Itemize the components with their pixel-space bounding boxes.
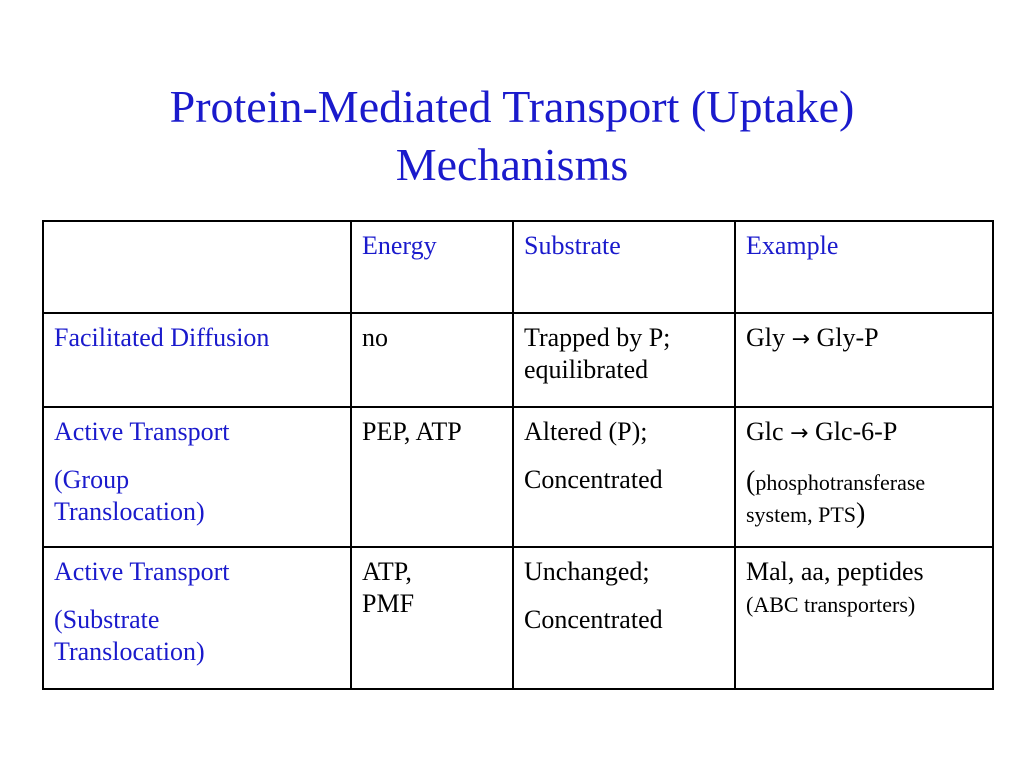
substrate-line-2: Concentrated	[524, 465, 663, 494]
header-cell-energy: Energy	[351, 221, 513, 313]
example-note: (phosphotransferase system, PTS)	[746, 466, 926, 529]
example-reactant: Gly	[746, 323, 785, 352]
example-cell	[735, 407, 993, 547]
substrate-cell	[513, 313, 735, 407]
energy-cell	[351, 313, 513, 407]
example-cell	[735, 313, 993, 407]
energy-cell	[351, 407, 513, 547]
header-cell-substrate: Substrate	[513, 221, 735, 313]
mechanism-cell	[43, 407, 351, 547]
example-note: (ABC transporters)	[746, 592, 916, 617]
table-row-group-translocation	[43, 407, 993, 547]
energy-line-2: PMF	[362, 589, 415, 618]
example-product: Glc-6-P	[814, 417, 898, 446]
table-row-substrate-translocation	[43, 547, 993, 689]
mechanism-cell	[43, 547, 351, 689]
header-cell-empty	[43, 221, 351, 313]
mechanism-label: Active Transport	[54, 417, 230, 446]
mechanism-sublabel: (Group Translocation)	[54, 465, 205, 526]
substrate-cell	[513, 407, 735, 547]
energy-line-1: ATP,	[362, 557, 412, 586]
transport-mechanisms-table	[42, 220, 994, 690]
substrate-line-2: equilibrated	[524, 355, 649, 384]
slide-title	[0, 78, 1024, 194]
slide-title-line-2: Mechanisms	[395, 139, 629, 190]
example-cell	[735, 547, 993, 689]
energy-cell	[351, 547, 513, 689]
right-arrow-icon: →	[790, 421, 809, 446]
right-arrow-icon: →	[791, 327, 810, 352]
example-reactant: Glc	[746, 417, 784, 446]
energy-value: PEP, ATP	[362, 417, 462, 446]
mechanism-cell	[43, 313, 351, 407]
substrate-cell	[513, 547, 735, 689]
substrate-line-2: Concentrated	[524, 605, 663, 634]
mechanism-sublabel: (Substrate Translocation)	[54, 605, 205, 666]
table-row-facilitated-diffusion	[43, 313, 993, 407]
example-reactant: Mal, aa, peptides	[746, 557, 924, 586]
slide-title-line-1: Protein-Mediated Transport (Uptake)	[169, 81, 855, 132]
energy-value: no	[362, 323, 388, 352]
substrate-line-1: Trapped by P;	[524, 323, 671, 352]
header-cell-example: Example	[735, 221, 993, 313]
mechanism-label: Active Transport	[54, 557, 230, 586]
table-header-row	[43, 221, 993, 313]
example-product: Gly-P	[816, 323, 879, 352]
mechanism-label: Facilitated Diffusion	[54, 323, 270, 352]
substrate-line-1: Unchanged;	[524, 557, 650, 586]
substrate-line-1: Altered (P);	[524, 417, 648, 446]
